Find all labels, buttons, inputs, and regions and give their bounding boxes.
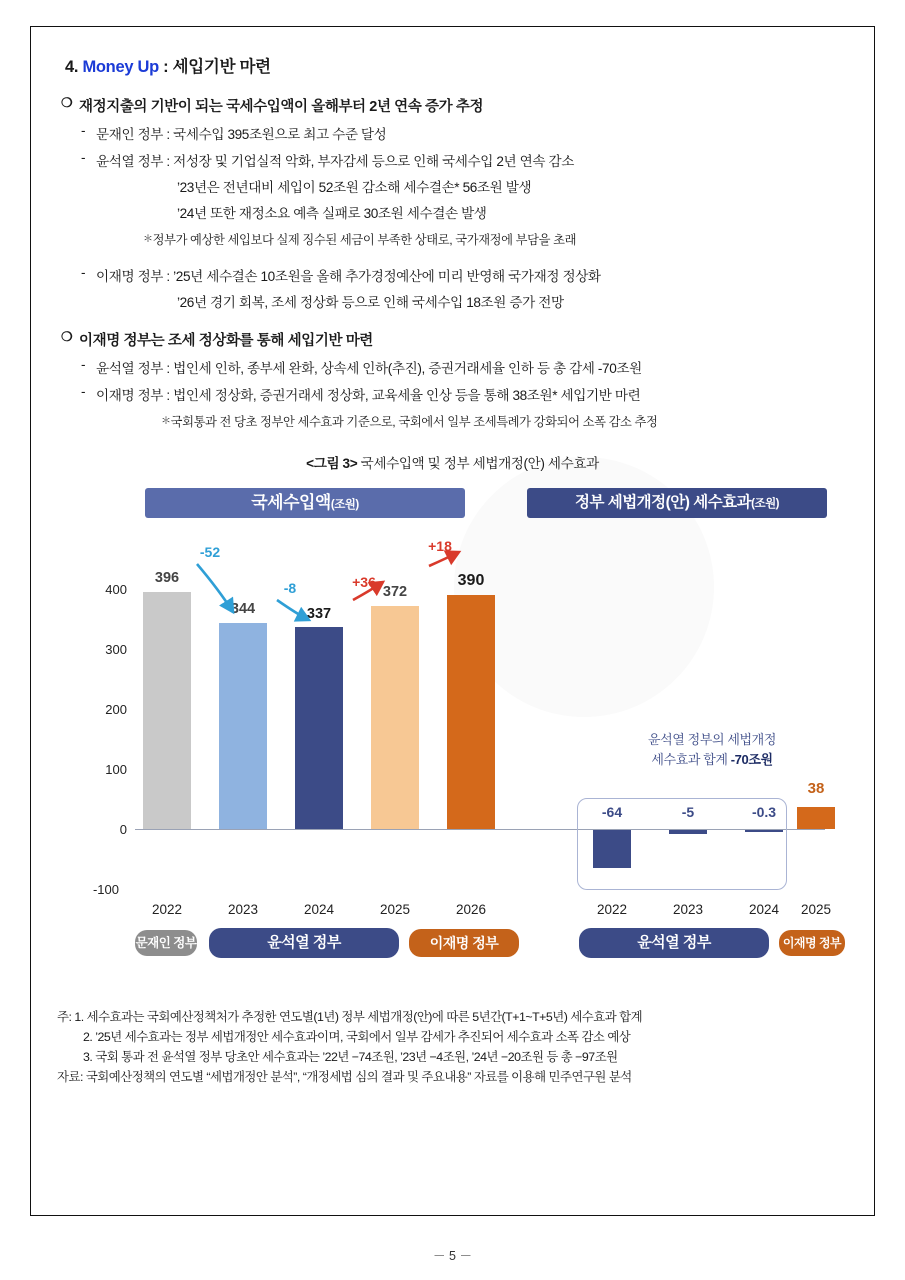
list-item — [81, 150, 848, 170]
footnote-2: 2. ’25년 세수효과는 정부 세법개정안 세수효과이며, 국회에서 일부 감세가 추진되어 세수효과 소폭 감소 예상 — [83, 1029, 631, 1044]
group-pill-leejaemyung-left: 이재명 정부 — [409, 929, 519, 957]
x-tick-2024-right: 2024 — [748, 902, 780, 917]
x-tick-2023-right: 2023 — [672, 902, 704, 917]
figure-chart — [57, 482, 847, 1002]
bar-2025-right — [797, 807, 835, 829]
title-number: 4. — [65, 58, 83, 76]
list-item — [81, 384, 848, 404]
group-pill-yoonsukyeol-left: 윤석열 정부 — [209, 928, 399, 958]
content-frame — [30, 26, 875, 1216]
footnote-1: 주: 1. 세수효과는 국회예산정책처가 추정한 연도별(1년) 정부 세법개정(안)에 따른 5년간(T+1~T+5년) 세수효과 합계 — [57, 1010, 643, 1024]
y-tick-neg100: -100 — [92, 882, 119, 897]
list-item — [81, 265, 848, 285]
right-chart-annotation-total: -70조원 — [730, 752, 773, 768]
bar-label-2023: 344 — [230, 601, 256, 617]
bar-label-2024-right: -0.3 — [751, 804, 777, 820]
section-2 — [57, 329, 848, 430]
footnote-inline — [143, 230, 848, 248]
list-item — [81, 357, 848, 377]
section-1-bullet-text: 재정지출의 기반이 되는 국세수입액이 올해부터 2년 연속 증가 추정 — [79, 99, 484, 115]
group-pill-yoonsukyeol-right: 윤석열 정부 — [579, 928, 769, 958]
bar-label-2022: 396 — [154, 570, 180, 586]
section-1-bullet — [61, 95, 848, 116]
title-rest: : 세입기반 마련 — [158, 58, 271, 76]
dash-icon: - — [81, 150, 86, 165]
bar-label-2023-right: -5 — [681, 804, 695, 820]
footnote-inline — [161, 412, 848, 430]
right-chart-annotation-line1: 윤석열 정부의 세법개정 — [647, 732, 776, 747]
section-1 — [57, 95, 848, 311]
y-tick-300: 300 — [105, 642, 127, 657]
chart-left-title-text: 국세수입액 — [251, 493, 331, 512]
footnote-source: 자료: 국회예산정책의 연도별 “세법개정안 분석”, “개정세법 심의 결과 및 주요내용” 자료를 이용해 민주연구원 분석 — [57, 1069, 632, 1084]
list-item-text: 이재명 정부 : ’25년 세수결손 10조원을 올해 추가경정예산에 미리 반영해 국가재정 정상화 — [96, 269, 601, 284]
bar-2026-left — [447, 595, 495, 829]
list-subitem: ’23년은 전년대비 세입이 52조원 감소해 세수결손* 56조원 발생 — [177, 180, 532, 195]
right-chart-annotation-line2-pre: 세수효과 합계 — [651, 752, 731, 768]
y-tick-400: 400 — [105, 582, 127, 597]
y-tick-100: 100 — [105, 762, 127, 777]
list-subitem: ’26년 경기 회복, 조세 정상화 등으로 인해 국세수입 18조원 증가 전망 — [177, 295, 564, 310]
bar-2024-right — [745, 830, 783, 832]
figure-caption-label: <그림 3> — [306, 456, 358, 471]
circle-bullet-icon: ❍ — [61, 329, 73, 344]
footnote-inline-text: 국회통과 전 당초 정부안 세수효과 기준으로, 국회에서 일부 조세특례가 강화되어 소폭 감소 추정 — [170, 415, 658, 429]
footnotes — [57, 1008, 848, 1087]
list-item-text: 윤석열 정부 : 저성장 및 기업실적 악화, 부자감세 등으로 인해 국세수입 2년 연속 감소 — [96, 154, 574, 169]
x-tick-2022-right: 2022 — [596, 902, 628, 917]
bar-2023-left — [219, 623, 267, 829]
list-item-text: 이재명 정부 : 법인세 정상화, 증권거래세 정상화, 교육세율 인상 등을 통해 38조원* 세입기반 마련 — [96, 388, 641, 403]
page-title — [65, 53, 848, 77]
dash-icon: - — [81, 384, 86, 399]
figure-caption — [57, 452, 848, 472]
bar-label-2025: 372 — [382, 584, 408, 600]
list-item — [81, 123, 848, 143]
bar-2023-right — [669, 830, 707, 834]
list-subitem: ’24년 또한 재정소요 예측 실패로 30조원 세수결손 발생 — [177, 206, 487, 221]
x-tick-2025-left: 2025 — [379, 902, 411, 917]
list-item-text: 윤석열 정부 : 법인세 인하, 종부세 완화, 상속세 인하(추진), 증권거래세율 인하 등 총 감세 -70조원 — [96, 361, 642, 376]
footnote-3: 3. 국회 통과 전 윤석열 정부 당초안 세수효과는 ’22년 −74조원, ’23년 −4조원, ’24년 −20조원 등 총 −97조원 — [83, 1049, 618, 1064]
y-tick-200: 200 — [105, 702, 127, 717]
bar-2022-right — [593, 830, 631, 868]
figure-caption-text: 국세수입액 및 정부 세법개정(안) 세수효과 — [357, 456, 599, 471]
chart-right-title-unit: (조원) — [751, 498, 780, 510]
asterisk-icon: ＊ — [143, 234, 153, 245]
footnote-inline-text: 정부가 예상한 세입보다 실제 징수된 세금이 부족한 상태로, 국가재정에 부담을 초래 — [152, 233, 577, 247]
delta-2024-2025: +36 — [352, 574, 376, 590]
delta-2023-2024: -8 — [283, 580, 297, 596]
bar-label-2026: 390 — [457, 572, 485, 589]
bar-label-2025-right: 38 — [807, 780, 825, 797]
chart-right-title-text: 정부 세법개정(안) 세수효과 — [574, 494, 752, 511]
chart-left-title — [145, 488, 465, 518]
y-tick-0: 0 — [119, 822, 127, 837]
bar-2022-left — [143, 592, 191, 829]
section-2-bullet-text: 이재명 정부는 조세 정상화를 통해 세입기반 마련 — [79, 333, 373, 349]
dash-icon: - — [81, 265, 86, 280]
group-pill-moonjaein: 문재인 정부 — [135, 930, 197, 956]
bar-label-2022-right: -64 — [601, 804, 623, 820]
x-tick-2024-left: 2024 — [303, 902, 335, 917]
group-pill-leejaemyung-right: 이재명 정부 — [779, 930, 845, 956]
chart-right-title — [527, 488, 827, 518]
x-tick-2023-left: 2023 — [227, 902, 259, 917]
x-tick-2022-left: 2022 — [151, 902, 183, 917]
bar-2025-left — [371, 606, 419, 829]
bar-2024-left — [295, 627, 343, 829]
dash-icon: - — [81, 357, 86, 372]
section-2-bullet — [61, 329, 848, 350]
list-item-text: 문재인 정부 : 국세수입 395조원으로 최고 수준 달성 — [96, 127, 387, 142]
delta-2025-2026: +18 — [428, 538, 452, 554]
right-chart-annotation — [597, 730, 827, 770]
page-number: － 5 － — [433, 1249, 472, 1263]
circle-bullet-icon: ❍ — [61, 95, 73, 110]
asterisk-icon: ＊ — [161, 416, 171, 427]
chart-left-title-unit: (조원) — [330, 499, 359, 511]
title-accent: Money Up — [82, 58, 159, 76]
x-tick-2025-right: 2025 — [800, 902, 832, 917]
dash-icon: - — [81, 123, 86, 138]
delta-2022-2023: -52 — [199, 544, 221, 560]
x-tick-2026-left: 2026 — [455, 902, 487, 917]
bar-label-2024: 337 — [306, 606, 332, 622]
